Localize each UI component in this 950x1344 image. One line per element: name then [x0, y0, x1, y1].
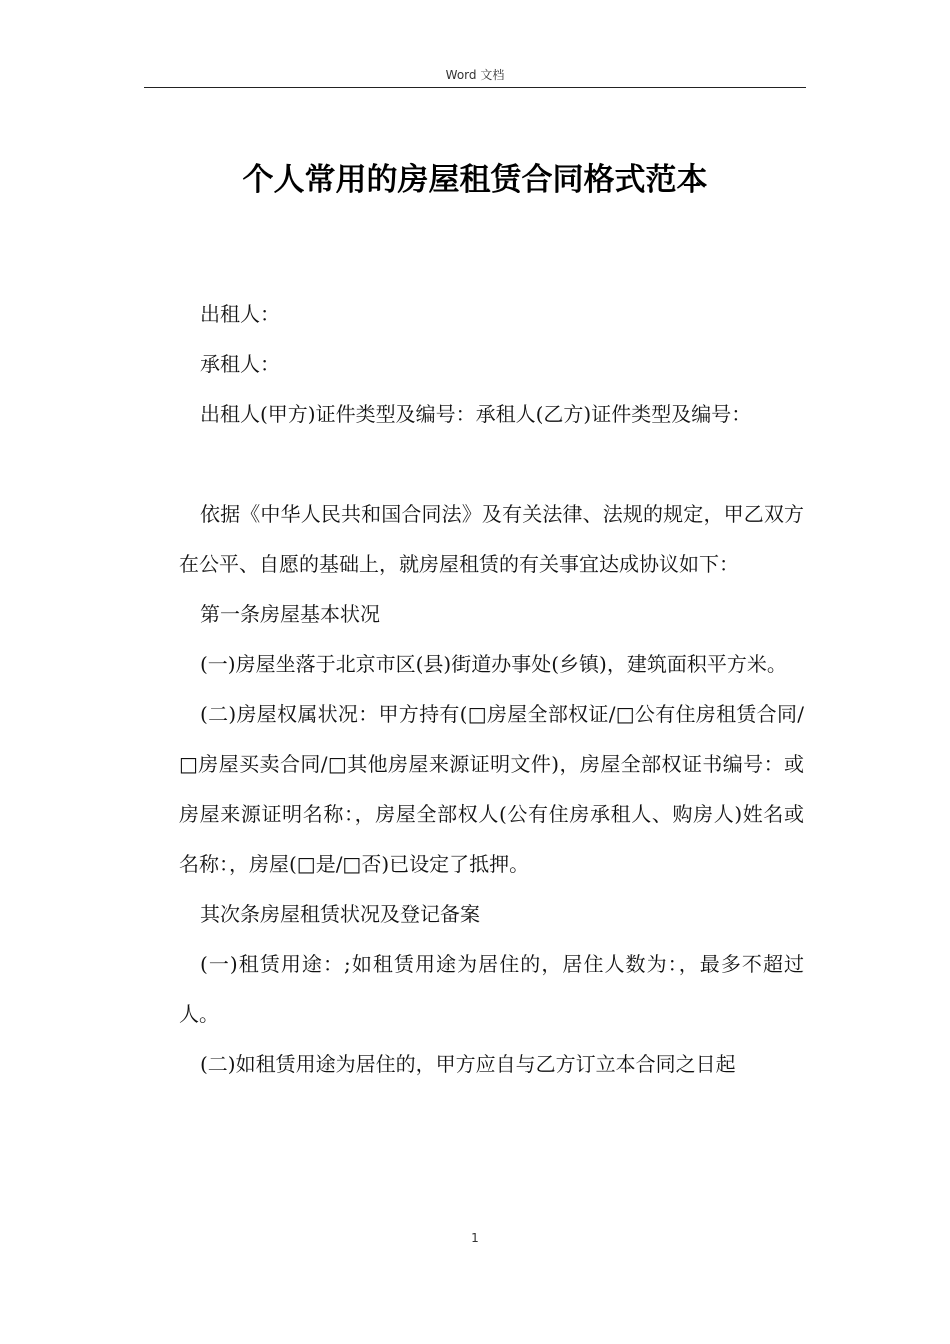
- paragraph-lessee: 承租人：: [200, 352, 280, 376]
- paragraph-id-info: 出租人(甲方)证件类型及编号：承租人(乙方)证件类型及编号：: [200, 402, 752, 426]
- paragraph-usage: (一)租赁用途：;如租赁用途为居住的，居住人数为：，最多不超过人。: [179, 952, 804, 1026]
- page-number: 1: [471, 1231, 479, 1245]
- paragraph-location: (一)房屋坐落于北京市区(县)街道办事处(乡镇)，建筑面积平方米。: [200, 652, 787, 676]
- document-body: [179, 289, 804, 1089]
- paragraph-gap: [179, 439, 804, 489]
- section-heading-2: 其次条房屋租赁状况及登记备案: [200, 902, 480, 926]
- paragraph-lessor: 出租人：: [200, 302, 280, 326]
- paragraph-residence: (二)如租赁用途为居住的，甲方应自与乙方订立本合同之日起: [200, 1052, 736, 1076]
- header-divider: [144, 87, 806, 88]
- section-heading-1: 第一条房屋基本状况: [200, 602, 380, 626]
- page-header: Word 文档: [445, 68, 505, 82]
- document-title: 个人常用的房屋租赁合同格式范本: [242, 162, 708, 198]
- paragraph-ownership: (二)房屋权属状况：甲方持有(□房屋全部权证/□公有住房租赁合同/□房屋买卖合同/□其他房屋来源证明文件)，房屋全部权证书编号：或房屋来源证明名称：，房屋全部权人(公有住房承租人、购房人)姓名或名称：，房屋(□是/□否)已设定了抵押。: [179, 702, 804, 876]
- paragraph-preamble: 依据《中华人民共和国合同法》及有关法律、法规的规定，甲乙双方在公平、自愿的基础上，就房屋租赁的有关事宜达成协议如下：: [179, 502, 804, 576]
